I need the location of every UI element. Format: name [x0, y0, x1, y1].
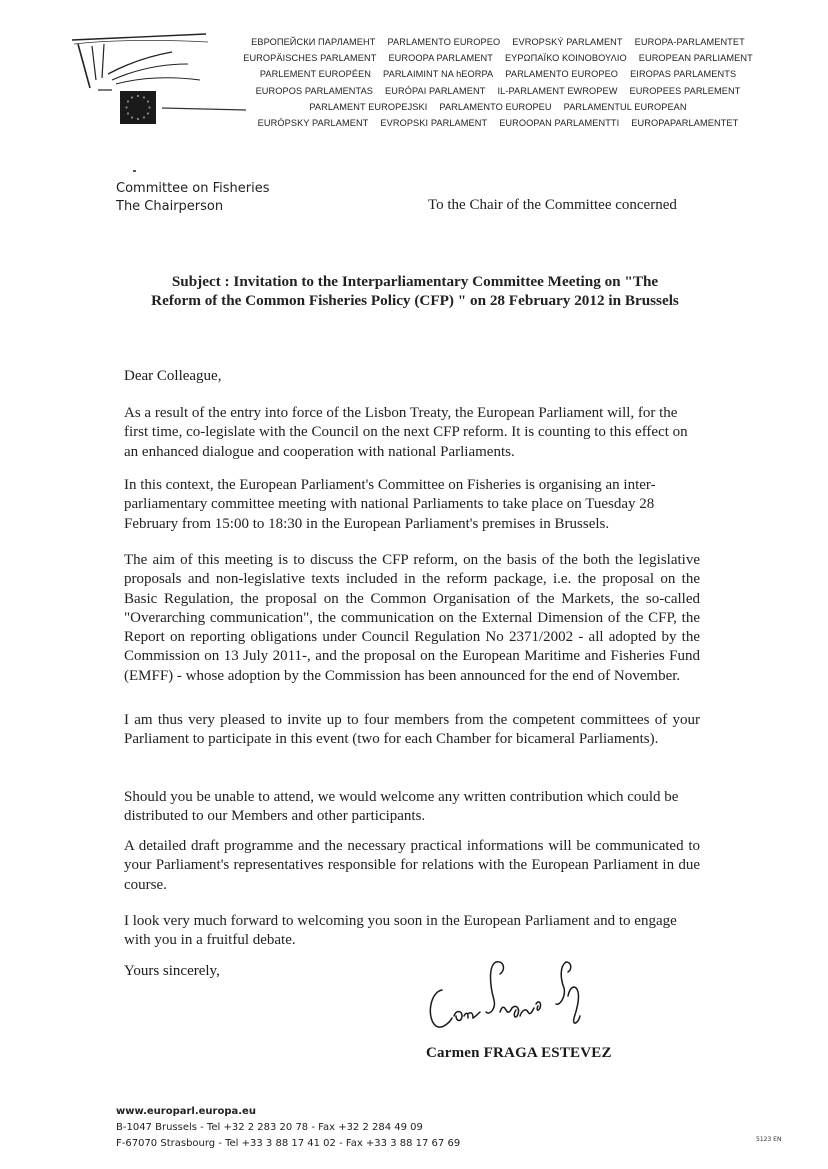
subject-line: Reform of the Common Fisheries Policy (CFP) " on 28 February 2012 in Brussels — [151, 292, 679, 309]
sender-committee: Committee on Fisheries — [116, 181, 270, 196]
letterhead-name: PARLEMENT EUROPÉEN — [259, 69, 372, 80]
footer-contact — [116, 1104, 460, 1152]
letterhead-name: EUROPA-PARLAMENTET — [634, 37, 745, 47]
footer-website: www.europarl.europa.eu — [116, 1106, 256, 1117]
letterhead-name: EURÓPSKY PARLAMENT — [257, 118, 369, 129]
body-paragraph: In this context, the European Parliament's Committee on Fisheries is organising an inter-parliamentary committee meeting with national Parliaments to take place on Tuesday 28 February from 15:00 to 18:30 in the European Parliament's premises in Brussels. — [124, 477, 656, 532]
letterhead-name: EUROPOS PARLAMENTAS — [255, 85, 374, 96]
letterhead-name: PARLAMENT EUROPEJSKI — [309, 101, 428, 112]
letterhead-name: EVROPSKÝ PARLAMENT — [512, 37, 623, 47]
body-paragraph: A detailed draft programme and the necessary practical informations will be communicated to your Parliament's representatives responsible for relations with the European Parliament in due course. — [124, 838, 700, 893]
european-parliament-logo-icon — [68, 28, 248, 128]
letterhead-name: EVROPSKI PARLAMENT — [380, 118, 488, 129]
letterhead-row — [222, 99, 774, 115]
letterhead-name: PARLAMENTO EUROPEO — [505, 69, 619, 80]
body-paragraph: Should you be unable to attend, we would welcome any written contribution which could be distributed to our Members and other participants. — [124, 789, 679, 825]
body-paragraph: I look very much forward to welcoming you soon in the European Parliament and to engage with you in a fruitful debate. — [124, 913, 677, 949]
subject-heading — [90, 272, 740, 310]
letterhead-row — [222, 83, 774, 99]
letterhead-language-names — [222, 34, 774, 131]
document-code: 5123 EN — [756, 1136, 782, 1143]
letterhead-name: PARLAMENTO EUROPEO — [387, 37, 501, 47]
letterhead-row — [222, 34, 774, 50]
letterhead-name: EUROOPAN PARLAMENTTI — [499, 118, 620, 129]
letterhead-name: EUROPEAN PARLIAMENT — [638, 53, 753, 64]
handwritten-signature — [420, 956, 610, 1036]
letterhead-name: ЕВРОПЕЙСКИ ПАРЛАМЕНТ — [251, 37, 376, 47]
letterhead-name: EUROPÄISCHES PARLAMENT — [243, 53, 377, 64]
letterhead-name: IL-PARLAMENT EWROPEW — [497, 85, 618, 96]
letterhead-name: PARLAMENTO EUROPEU — [439, 101, 552, 112]
closing: Yours sincerely, — [124, 963, 220, 979]
signer-name: Carmen FRAGA ESTEVEZ — [426, 1045, 612, 1061]
salutation: Dear Colleague, — [124, 368, 222, 384]
recipient-line: To the Chair of the Committee concerned — [428, 197, 677, 213]
letterhead-name: PARLAMENTUL EUROPEAN — [563, 101, 687, 112]
sender-role: The Chairperson — [116, 199, 224, 214]
letterhead-name: EIROPAS PARLAMENTS — [630, 69, 737, 80]
letterhead-row — [222, 115, 774, 131]
body-paragraph: I am thus very pleased to invite up to four members from the competent committees of your Parliament to participate in this event (two for each Chamber for bicameral Parliaments). — [124, 712, 700, 748]
subject-line: Subject : Invitation to the Interparliamentary Committee Meeting on "The — [171, 273, 659, 290]
body-paragraph: As a result of the entry into force of the Lisbon Treaty, the European Parliament will, for the first time, co-legislate with the Council on the next CFP reform. It is counting to this effect on an enhanced dialogue and cooperation with national Parliaments. — [124, 405, 688, 460]
letterhead-name: ΕΥΡΩΠΑΪΚΟ ΚΟΙΝΟΒΟΥΛΙΟ — [504, 53, 627, 64]
letterhead-name: EUROOPA PARLAMENT — [388, 53, 493, 64]
sender-block — [116, 180, 270, 216]
scan-mark — [133, 170, 136, 172]
body-paragraph: The aim of this meeting is to discuss the CFP reform, on the basis of the both the legislative proposals and non-legislative texts included in the reform package, i.e. the proposal on the Basic Regulation, the proposal on the Common Organisation of the Markets, the so-called "Overarching communication", the communication on the External Dimension of the CFP, the Report on reporting obligations under Council Regulation No 2371/2002 - all adopted by the Commission on 13 July 2011-, and the proposal on the European Maritime and Fisheries Fund (EMFF) - whose adoption by the Commission has been announced for the end of November. — [124, 552, 700, 684]
letterhead-row — [222, 66, 774, 82]
letterhead-name: EURÓPAI PARLAMENT — [385, 85, 486, 96]
letterhead-row — [222, 50, 774, 66]
letterhead-name: PARLAIMINT NA hEORPA — [383, 69, 494, 80]
letterhead-name: EUROPEES PARLEMENT — [629, 85, 741, 96]
footer-address-brussels: B-1047 Brussels - Tel +32 2 283 20 78 - Fax +32 2 284 49 09 — [116, 1122, 423, 1133]
footer-address-strasbourg: F-67070 Strasbourg - Tel +33 3 88 17 41 02 - Fax +33 3 88 17 67 69 — [116, 1138, 461, 1149]
letterhead-name: EUROPAPARLAMENTET — [631, 118, 739, 129]
